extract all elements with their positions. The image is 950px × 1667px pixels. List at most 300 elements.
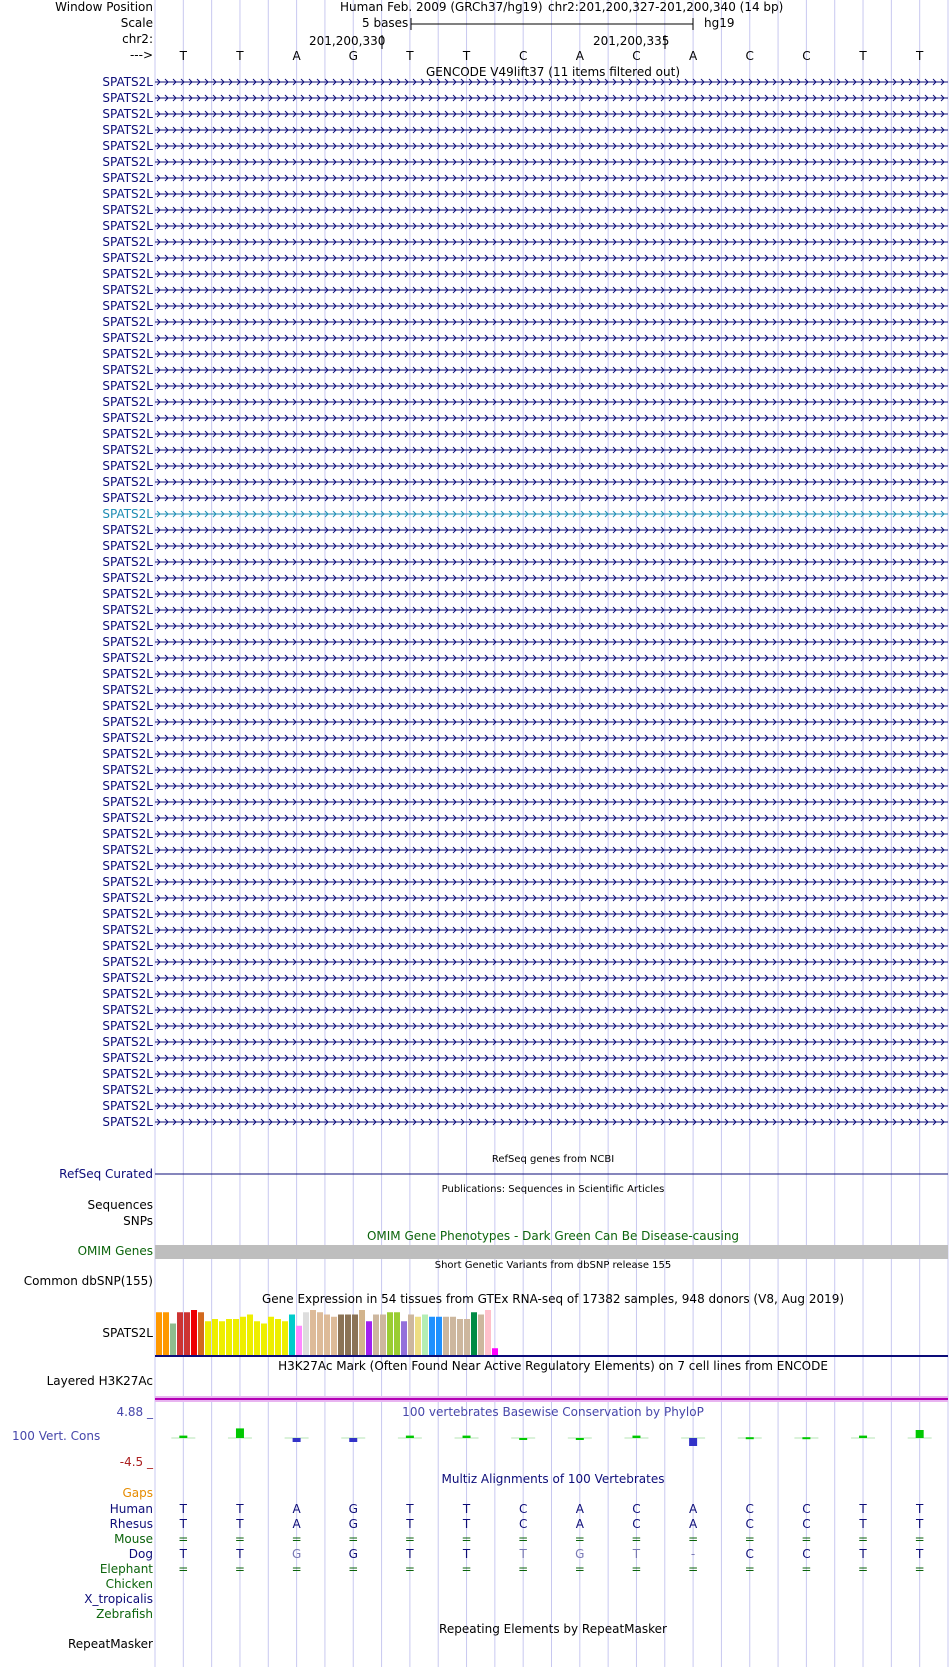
gencode-strand-arrows: [157, 767, 944, 773]
pubs-track-title[interactable]: Publications: Sequences in Scientific Articles: [441, 1184, 665, 1195]
multiz-base: T: [916, 1502, 924, 1516]
gencode-strand-arrows: [157, 575, 944, 581]
multiz-base: C: [745, 1517, 754, 1531]
multiz-base: G: [291, 1547, 302, 1561]
gencode-row-label[interactable]: SPATS2L: [102, 363, 153, 377]
scale-db-text: hg19: [704, 16, 735, 30]
h3k27ac-track-title[interactable]: H3K27Ac Mark (Often Found Near Active Regulatory Elements) on 7 cell lines from ENCODE: [278, 1359, 828, 1373]
multiz-base: A: [575, 1502, 584, 1516]
gtex-bar: [394, 1312, 400, 1355]
gtex-bar: [338, 1315, 344, 1356]
dbsnp-label[interactable]: Common dbSNP(155): [23, 1274, 153, 1288]
gencode-strand-arrows: [157, 655, 944, 661]
gtex-bar: [401, 1321, 407, 1355]
cons-ymax: 4.88 _: [116, 1405, 153, 1419]
gencode-row-label[interactable]: SPATS2L: [102, 1003, 153, 1017]
gencode-track-title[interactable]: GENCODE V49lift37 (11 items filtered out): [425, 65, 681, 79]
multiz-base: =: [518, 1562, 529, 1576]
multiz-base: =: [858, 1562, 869, 1576]
gencode-row-label[interactable]: SPATS2L: [102, 523, 153, 537]
gencode-strand-arrows: [157, 335, 944, 341]
cons-ymin: -4.5 _: [119, 1455, 153, 1469]
gencode-row-label[interactable]: SPATS2L: [102, 1083, 153, 1097]
gtex-bar: [226, 1319, 232, 1355]
gencode-row-label[interactable]: SPATS2L: [102, 491, 153, 505]
multiz-base: T: [406, 1547, 414, 1561]
gencode-row-label[interactable]: SPATS2L: [102, 315, 153, 329]
gencode-strand-arrows: [157, 639, 944, 645]
gtex-bar: [422, 1315, 428, 1356]
multiz-base: T: [236, 1517, 244, 1531]
omim-label[interactable]: OMIM Genes: [77, 1244, 153, 1258]
multiz-base: T: [179, 1517, 187, 1531]
gtex-bar: [485, 1310, 491, 1355]
gencode-row-label[interactable]: SPATS2L: [102, 331, 153, 345]
multiz-base: =: [688, 1562, 699, 1576]
gencode-row-label[interactable]: SPATS2L: [102, 619, 153, 633]
gtex-bar: [366, 1321, 372, 1355]
gtex-bar: [198, 1312, 204, 1355]
omim-bar: [155, 1245, 948, 1259]
gencode-strand-arrows: [157, 207, 944, 213]
multiz-base: =: [858, 1532, 869, 1546]
base-letter: C: [518, 49, 528, 63]
gencode-row-label[interactable]: SPATS2L: [102, 91, 153, 105]
gencode-strand-arrows: [157, 719, 944, 725]
gencode-row-label[interactable]: SPATS2L: [102, 923, 153, 937]
gencode-row-label[interactable]: SPATS2L: [102, 1067, 153, 1081]
multiz-species-label[interactable]: Elephant: [99, 1562, 153, 1576]
gencode-row-label[interactable]: SPATS2L: [102, 587, 153, 601]
gtex-bar: [408, 1315, 414, 1356]
gencode-row-label[interactable]: SPATS2L: [102, 539, 153, 553]
gencode-row-label[interactable]: SPATS2L: [102, 203, 153, 217]
gencode-strand-arrows: [157, 815, 944, 821]
gencode-row-label[interactable]: SPATS2L: [102, 507, 153, 521]
multiz-base: G: [348, 1517, 358, 1531]
multiz-base: A: [688, 1517, 698, 1531]
base-letter: T: [179, 49, 187, 63]
gencode-row-label[interactable]: SPATS2L: [102, 459, 153, 473]
cons-bar: [179, 1436, 187, 1438]
base-letter: T: [859, 49, 867, 63]
gencode-row-label[interactable]: SPATS2L: [102, 283, 153, 297]
cons-bar: [293, 1438, 301, 1442]
multiz-base: =: [291, 1532, 302, 1546]
gtex-bar: [170, 1324, 176, 1356]
multiz-track-title[interactable]: Multiz Alignments of 100 Vertebrates: [441, 1472, 665, 1486]
gtex-bar: [331, 1317, 337, 1355]
multiz-base: G: [575, 1547, 585, 1561]
gencode-strand-arrows: [157, 1087, 944, 1093]
gencode-row-label[interactable]: SPATS2L: [102, 443, 153, 457]
gencode-strand-arrows: [157, 319, 944, 325]
multiz-species-label[interactable]: X_tropicalis: [84, 1592, 153, 1606]
gencode-strand-arrows: [157, 1119, 944, 1125]
gencode-row-label[interactable]: SPATS2L: [102, 1051, 153, 1065]
multiz-base: A: [292, 1517, 301, 1531]
cons-bar: [802, 1437, 810, 1439]
gtex-track-title[interactable]: Gene Expression in 54 tissues from GTEx RNA-seq of 17382 samples, 948 donors (V8, Aug 2019): [261, 1292, 845, 1306]
gencode-row-label[interactable]: SPATS2L: [102, 251, 153, 265]
gencode-strand-arrows: [157, 847, 944, 853]
gtex-bar: [310, 1310, 316, 1355]
multiz-base: C: [802, 1517, 811, 1531]
multiz-base: T: [519, 1547, 527, 1561]
scale-text: 5 bases: [362, 16, 409, 30]
multiz-base: =: [178, 1532, 189, 1546]
multiz-base: =: [404, 1532, 415, 1546]
gtex-label[interactable]: SPATS2L: [102, 1326, 153, 1340]
gtex-bar: [450, 1317, 456, 1355]
multiz-base: C: [518, 1517, 528, 1531]
gencode-row-label[interactable]: SPATS2L: [102, 635, 153, 649]
multiz-base: C: [802, 1547, 811, 1561]
multiz-base: =: [291, 1562, 302, 1576]
gtex-bar: [303, 1312, 309, 1355]
gencode-row-label[interactable]: SPATS2L: [102, 235, 153, 249]
multiz-base: =: [574, 1562, 585, 1576]
gencode-row-label[interactable]: SPATS2L: [102, 379, 153, 393]
gencode-strand-arrows: [157, 79, 944, 85]
cons-bar: [859, 1436, 867, 1438]
omim-track-title[interactable]: OMIM Gene Phenotypes - Dark Green Can Be Disease-causing: [366, 1229, 740, 1243]
cons-label[interactable]: 100 Vert. Cons: [12, 1429, 101, 1443]
multiz-base: =: [348, 1532, 359, 1546]
multiz-base: =: [914, 1532, 925, 1546]
window-position-label: Window Position: [55, 0, 153, 14]
gencode-row-label[interactable]: SPATS2L: [102, 267, 153, 281]
multiz-species-label[interactable]: Human: [109, 1502, 153, 1516]
cons-track-title[interactable]: 100 vertebrates Basewise Conservation by PhyloP: [402, 1405, 704, 1419]
gencode-strand-arrows: [157, 191, 944, 197]
pubs-sequences-label[interactable]: Sequences: [87, 1198, 153, 1212]
gencode-row-label[interactable]: SPATS2L: [102, 971, 153, 985]
base-letter: C: [632, 49, 641, 63]
gencode-strand-arrows: [157, 367, 944, 373]
gencode-row-label[interactable]: SPATS2L: [102, 123, 153, 137]
gencode-strand-arrows: [157, 943, 944, 949]
gtex-bar: [282, 1321, 288, 1355]
multiz-base: =: [801, 1562, 812, 1576]
multiz-base: A: [292, 1502, 301, 1516]
gencode-row-label[interactable]: SPATS2L: [102, 411, 153, 425]
gencode-row-label[interactable]: SPATS2L: [102, 827, 153, 841]
gencode-row-label[interactable]: SPATS2L: [102, 859, 153, 873]
gtex-bar: [345, 1315, 351, 1356]
dbsnp-track-title[interactable]: Short Genetic Variants from dbSNP release 155: [434, 1260, 672, 1271]
multiz-species-label[interactable]: Chicken: [105, 1577, 153, 1591]
gencode-row-label[interactable]: SPATS2L: [102, 667, 153, 681]
gencode-row-label[interactable]: SPATS2L: [102, 187, 153, 201]
gencode-row-label[interactable]: SPATS2L: [102, 715, 153, 729]
gencode-row-label[interactable]: SPATS2L: [102, 475, 153, 489]
gencode-row-label[interactable]: SPATS2L: [102, 555, 153, 569]
gencode-row-label[interactable]: SPATS2L: [102, 155, 153, 169]
multiz-base: C: [632, 1517, 641, 1531]
cons-bar: [519, 1438, 527, 1440]
gencode-strand-arrows: [157, 991, 944, 997]
gtex-bar: [268, 1317, 274, 1355]
gencode-row-label[interactable]: SPATS2L: [102, 683, 153, 697]
gencode-strand-arrows: [157, 703, 944, 709]
multiz-base: =: [914, 1562, 925, 1576]
gencode-row-label[interactable]: SPATS2L: [102, 843, 153, 857]
multiz-base: =: [744, 1532, 755, 1546]
multiz-base: G: [348, 1547, 358, 1561]
multiz-base: T: [859, 1517, 867, 1531]
gtex-bar: [359, 1310, 365, 1355]
rmsk-label[interactable]: RepeatMasker: [67, 1637, 153, 1651]
gencode-row-label[interactable]: SPATS2L: [102, 779, 153, 793]
h3k27ac-label[interactable]: Layered H3K27Ac: [46, 1374, 153, 1388]
gencode-strand-arrows: [157, 607, 944, 613]
gtex-bar: [233, 1319, 239, 1355]
multiz-base: =: [234, 1562, 245, 1576]
gencode-strand-arrows: [157, 799, 944, 805]
gencode-strand-arrows: [157, 95, 944, 101]
multiz-base: =: [461, 1532, 472, 1546]
coord-right: 201,200,335: [593, 34, 670, 48]
gencode-strand-arrows: [157, 927, 944, 933]
multiz-gaps-label[interactable]: Gaps: [122, 1486, 153, 1500]
gtex-bar: [415, 1317, 421, 1355]
coord-left: 201,200,330: [309, 34, 386, 48]
gtex-bar: [205, 1321, 211, 1355]
multiz-base: T: [236, 1502, 244, 1516]
multiz-base: T: [179, 1547, 187, 1561]
multiz-base: =: [631, 1532, 642, 1546]
multiz-base: =: [234, 1532, 245, 1546]
gtex-bar: [219, 1321, 225, 1355]
gencode-row-label[interactable]: SPATS2L: [102, 651, 153, 665]
gencode-strand-arrows: [157, 911, 944, 917]
cons-bar: [916, 1430, 924, 1438]
multiz-base: =: [404, 1562, 415, 1576]
multiz-base: T: [859, 1547, 867, 1561]
gencode-strand-arrows: [157, 399, 944, 405]
gencode-strand-arrows: [157, 559, 944, 565]
gtex-bar: [380, 1315, 386, 1356]
gtex-bar: [492, 1348, 498, 1355]
cons-bar: [463, 1436, 471, 1438]
multiz-base: =: [801, 1532, 812, 1546]
gencode-row-label[interactable]: SPATS2L: [102, 811, 153, 825]
multiz-base: T: [916, 1517, 924, 1531]
base-letter: T: [462, 49, 471, 63]
gtex-bar: [436, 1317, 442, 1355]
gtex-bar: [478, 1315, 484, 1356]
h3k27ac-band: [155, 1396, 948, 1402]
gencode-strand-arrows: [157, 895, 944, 901]
gencode-strand-arrows: [157, 415, 944, 421]
refseq-track-title[interactable]: RefSeq genes from NCBI: [491, 1154, 615, 1165]
gtex-bar: [261, 1324, 267, 1356]
cons-bar: [689, 1438, 697, 1446]
cons-bar: [236, 1428, 244, 1438]
multiz-species-label[interactable]: Zebrafish: [96, 1607, 153, 1621]
gtex-bar: [191, 1310, 197, 1355]
gencode-row-label[interactable]: SPATS2L: [102, 987, 153, 1001]
gencode-row-label[interactable]: SPATS2L: [102, 699, 153, 713]
base-letter: G: [348, 49, 358, 63]
gencode-row-label[interactable]: SPATS2L: [102, 1099, 153, 1113]
gencode-strand-arrows: [157, 463, 944, 469]
multiz-base: =: [178, 1562, 189, 1576]
gencode-row-label[interactable]: SPATS2L: [102, 107, 153, 121]
gencode-row-label[interactable]: SPATS2L: [102, 395, 153, 409]
gencode-strand-arrows: [157, 431, 944, 437]
gencode-strand-arrows: [157, 751, 944, 757]
gtex-bar: [240, 1317, 246, 1355]
multiz-base: T: [462, 1517, 471, 1531]
multiz-base: T: [406, 1502, 414, 1516]
gencode-strand-arrows: [157, 687, 944, 693]
assembly-text: Human Feb. 2009 (GRCh37/hg19): [340, 0, 543, 14]
gencode-strand-arrows: [157, 671, 944, 677]
gencode-strand-arrows: [157, 1071, 944, 1077]
gtex-bar: [443, 1317, 449, 1355]
gencode-row-label[interactable]: SPATS2L: [102, 875, 153, 889]
multiz-species-label[interactable]: Rhesus: [109, 1517, 153, 1531]
gencode-strand-arrows: [157, 1103, 944, 1109]
gtex-bar: [464, 1319, 470, 1355]
gencode-row-label[interactable]: SPATS2L: [102, 219, 153, 233]
multiz-base: T: [406, 1517, 414, 1531]
gencode-strand-arrows: [157, 239, 944, 245]
multiz-base: C: [802, 1502, 811, 1516]
multiz-base: =: [744, 1562, 755, 1576]
base-letter: T: [916, 49, 924, 63]
gencode-strand-arrows: [157, 959, 944, 965]
gencode-strand-arrows: [157, 255, 944, 261]
gencode-strand-arrows: [157, 303, 944, 309]
cons-bar: [406, 1436, 414, 1438]
gtex-bar: [275, 1319, 281, 1355]
gencode-row-label[interactable]: SPATS2L: [102, 1019, 153, 1033]
base-letter: A: [575, 49, 584, 63]
gencode-strand-arrows: [157, 1055, 944, 1061]
gencode-row-label[interactable]: SPATS2L: [102, 347, 153, 361]
multiz-base: T: [632, 1547, 641, 1561]
gencode-row-label[interactable]: SPATS2L: [102, 795, 153, 809]
gencode-strand-arrows: [157, 111, 944, 117]
gencode-row-label[interactable]: SPATS2L: [102, 955, 153, 969]
multiz-base: A: [575, 1517, 584, 1531]
gtex-bar: [296, 1326, 302, 1355]
multiz-base: G: [348, 1502, 358, 1516]
gencode-strand-arrows: [157, 623, 944, 629]
gencode-strand-arrows: [157, 287, 944, 293]
multiz-base: =: [518, 1532, 529, 1546]
pubs-snps-label[interactable]: SNPs: [123, 1214, 153, 1228]
gencode-strand-arrows: [157, 447, 944, 453]
multiz-species-label[interactable]: Mouse: [114, 1532, 153, 1546]
gencode-strand-arrows: [157, 511, 944, 517]
gencode-row-label[interactable]: SPATS2L: [102, 603, 153, 617]
base-letter: C: [802, 49, 811, 63]
gtex-bar: [184, 1312, 190, 1355]
gencode-row-label[interactable]: SPATS2L: [102, 171, 153, 185]
position-text[interactable]: chr2:201,200,327-201,200,340 (14 bp): [548, 0, 784, 14]
gencode-row-label[interactable]: SPATS2L: [102, 1035, 153, 1049]
cons-bar: [349, 1438, 357, 1442]
base-letter: A: [688, 49, 698, 63]
gencode-row-label[interactable]: SPATS2L: [102, 299, 153, 313]
gencode-strand-arrows: [157, 1039, 944, 1045]
gencode-strand-arrows: [157, 223, 944, 229]
gtex-bar: [387, 1312, 393, 1355]
multiz-base: T: [916, 1547, 924, 1561]
gencode-strand-arrows: [157, 543, 944, 549]
multiz-base: T: [462, 1547, 471, 1561]
gencode-strand-arrows: [157, 591, 944, 597]
multiz-base: T: [462, 1502, 471, 1516]
gencode-row-label[interactable]: SPATS2L: [102, 75, 153, 89]
gencode-row-label[interactable]: SPATS2L: [102, 427, 153, 441]
base-letter: T: [406, 49, 414, 63]
gencode-strand-arrows: [157, 271, 944, 277]
gtex-bar: [163, 1312, 169, 1355]
multiz-base: =: [688, 1532, 699, 1546]
gencode-strand-arrows: [157, 127, 944, 133]
gencode-row-label[interactable]: SPATS2L: [102, 139, 153, 153]
gtex-bar: [254, 1321, 260, 1355]
gencode-strand-arrows: [157, 1007, 944, 1013]
multiz-base: T: [179, 1502, 187, 1516]
base-letter: A: [292, 49, 301, 63]
gencode-strand-arrows: [157, 527, 944, 533]
cons-bar: [746, 1437, 754, 1439]
rmsk-track-title[interactable]: Repeating Elements by RepeatMasker: [439, 1622, 667, 1636]
refseq-label[interactable]: RefSeq Curated: [59, 1167, 153, 1181]
base-letter: C: [745, 49, 754, 63]
gencode-row-label[interactable]: SPATS2L: [102, 939, 153, 953]
gencode-row-label[interactable]: SPATS2L: [102, 1115, 153, 1129]
gtex-bar: [317, 1312, 323, 1355]
strand-label: --->: [129, 48, 153, 62]
gencode-row-label[interactable]: SPATS2L: [102, 571, 153, 585]
multiz-species-label[interactable]: Dog: [128, 1547, 153, 1561]
gencode-strand-arrows: [157, 975, 944, 981]
multiz-base: =: [461, 1562, 472, 1576]
gencode-strand-arrows: [157, 1023, 944, 1029]
gencode-strand-arrows: [157, 495, 944, 501]
gencode-strand-arrows: [157, 143, 944, 149]
gencode-row-label[interactable]: SPATS2L: [102, 891, 153, 905]
multiz-base: C: [745, 1502, 754, 1516]
gencode-row-label[interactable]: SPATS2L: [102, 763, 153, 777]
gencode-strand-arrows: [157, 175, 944, 181]
multiz-base: A: [688, 1502, 698, 1516]
gtex-bar: [247, 1315, 253, 1356]
multiz-base: =: [631, 1562, 642, 1576]
gencode-row-label[interactable]: SPATS2L: [102, 731, 153, 745]
gencode-row-label[interactable]: SPATS2L: [102, 907, 153, 921]
gtex-bar: [177, 1312, 183, 1355]
gencode-row-label[interactable]: SPATS2L: [102, 747, 153, 761]
gencode-strand-arrows: [157, 479, 944, 485]
multiz-base: C: [632, 1502, 641, 1516]
gtex-bar: [373, 1315, 379, 1356]
gtex-bar: [457, 1319, 463, 1355]
gencode-strand-arrows: [157, 159, 944, 165]
gtex-bar: [471, 1312, 477, 1355]
gencode-strand-arrows: [157, 783, 944, 789]
multiz-base: C: [745, 1547, 754, 1561]
gtex-bar: [429, 1317, 435, 1355]
gencode-strand-arrows: [157, 383, 944, 389]
